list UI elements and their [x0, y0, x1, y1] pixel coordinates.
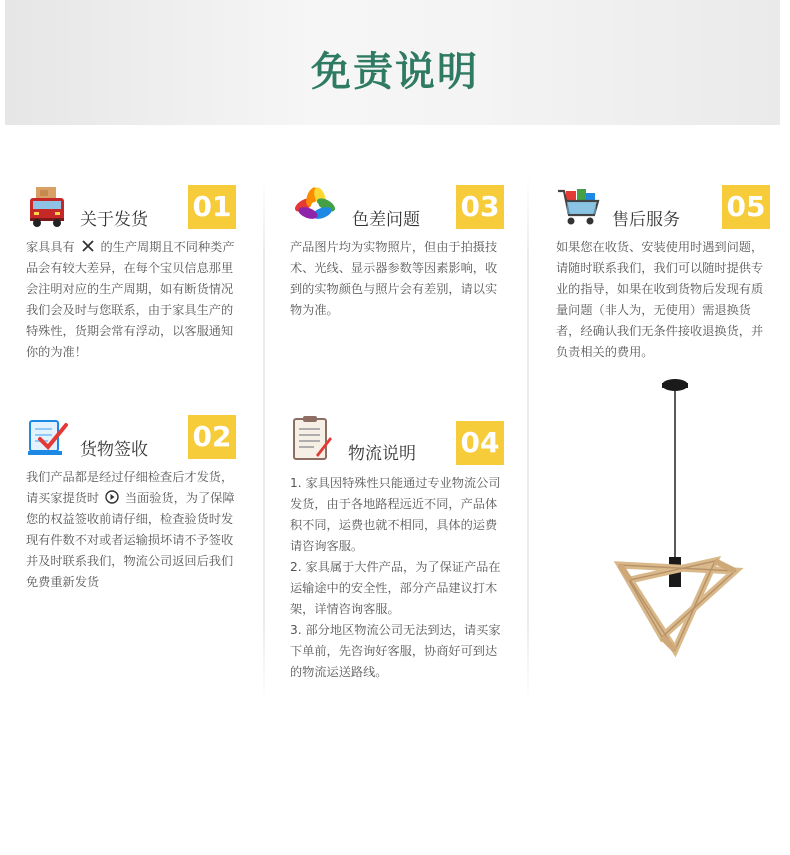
section-color-difference	[290, 185, 510, 345]
section-receipt	[26, 415, 246, 615]
logistics-paragraph: 1. 家具因特殊性只能通过专业物流公司发货，由于各地路程远近不同，产品体积不同，运费也就不相同，具体的运费请咨询客服。	[290, 476, 501, 553]
section-body: 我们产品都是经过仔细检查后才发货，请买家提货时 当面验货，为了保障您的权益签收前请仔细，检查验货时发现有件数不对或者运输损坏请不予签收并及时联系我们，物流公司返回后我们免费重新发货	[26, 470, 235, 589]
section-title: 色差问题	[352, 210, 420, 230]
section-number-badge: 04	[456, 421, 504, 465]
clipboard-icon	[290, 415, 334, 459]
logistics-paragraph: 3. 部分地区物流公司无法到达，请买家下单前，先咨询好客服，协商好可到达的物流运送路线。	[290, 623, 501, 679]
section-logistics	[290, 415, 510, 695]
section-body: 家具具有 的生产周期且不同种类产品会有较大差异，在每个宝贝信息那里会注明对应的生产周期，如有断货情况我们会及时与您联系，由于家具生产的特殊性，货期会常有浮动，以客服通知你的为准！	[26, 240, 235, 359]
section-body: 产品图片均为实物照片，但由于拍摄技术、光线、显示器参数等因素影响，收到的实物颜色与照片会有差别，请以实物为准。	[290, 240, 498, 317]
color-wheel-icon	[290, 185, 334, 229]
section-body: 如果您在收货、安装使用时遇到问题，请随时联系我们，我们可以随时提供专业的指导，如果在收到货物后发现有质量问题（非人为，无使用）需退换货者，经确认我们无条件接收退换货，并负责相关的费用。	[556, 240, 764, 359]
section-number-badge: 01	[188, 185, 236, 229]
section-body	[290, 473, 508, 683]
logistics-paragraph: 2. 家具属于大件产品，为了保证产品在运输途中的安全性，部分产品建议打木架，详情咨询客服。	[290, 560, 501, 616]
checklist-icon	[26, 415, 70, 459]
pendant-lamp-image	[590, 375, 755, 665]
page-title: 免责说明	[311, 49, 479, 95]
section-number-badge: 05	[722, 185, 770, 229]
delivery-truck-icon	[26, 185, 70, 229]
close-x-icon	[81, 239, 95, 253]
section-title: 物流说明	[348, 444, 416, 464]
section-title: 售后服务	[612, 210, 680, 230]
section-shipping	[26, 185, 246, 385]
play-circle-icon	[105, 490, 119, 504]
section-title: 关于发货	[80, 210, 148, 230]
section-number-badge: 02	[188, 415, 236, 459]
shopping-cart-icon	[556, 185, 600, 229]
section-after-sales	[556, 185, 776, 385]
section-number-badge: 03	[456, 185, 504, 229]
section-title: 货物签收	[80, 440, 148, 460]
